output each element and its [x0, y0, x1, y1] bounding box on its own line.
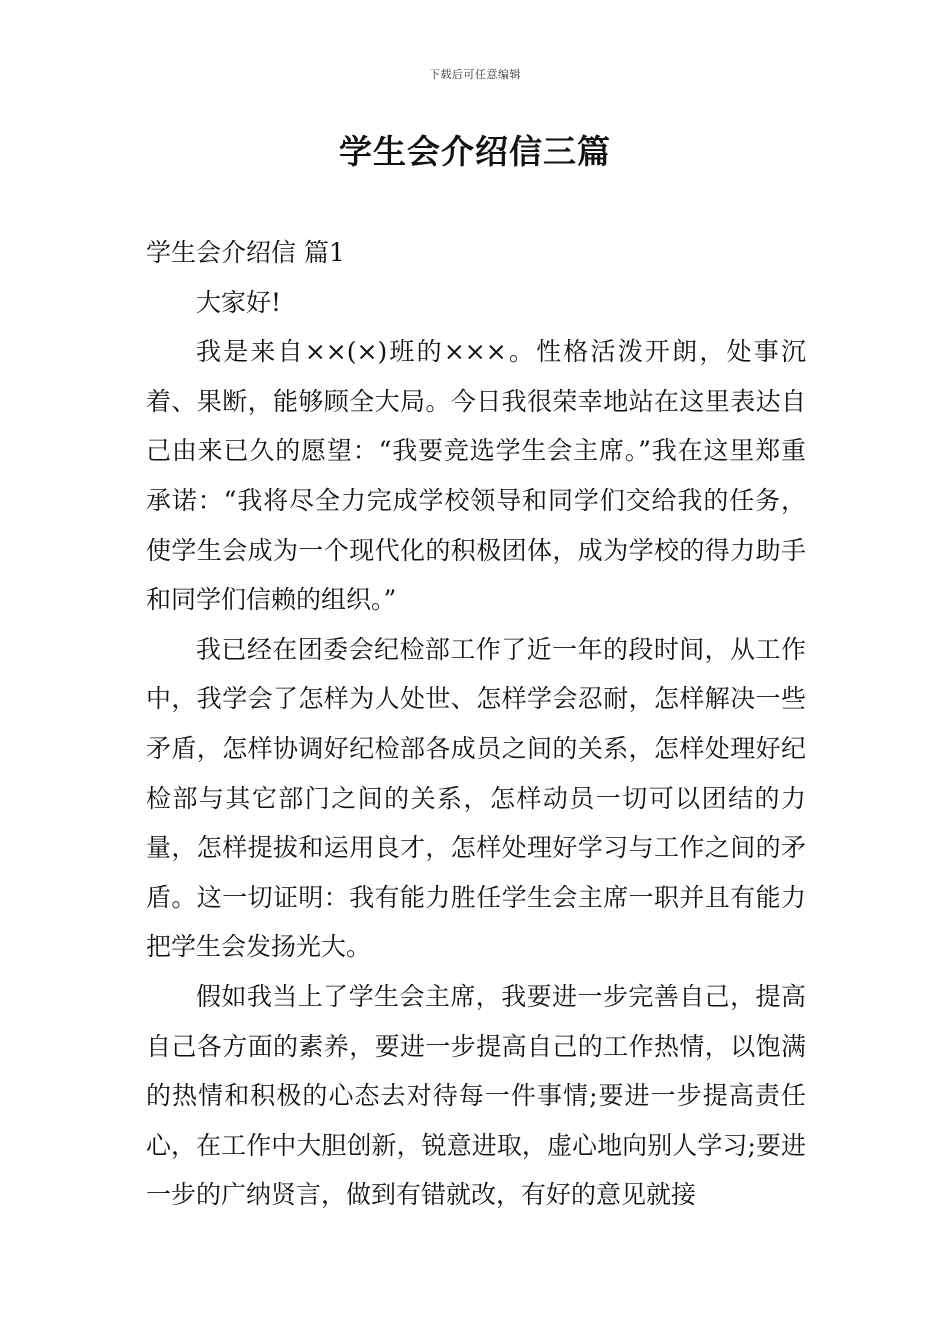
paragraph-1: 我是来自××(×)班的×××。性格活泼开朗，处事沉着、果断，能够顾全大局。今日我很荣幸地站在这里表达自己由来已久的愿望：“我要竞选学生会主席。”我在这里郑重承诺：“我将尽全力完成学校领导和同学们交给我的任务，使学生会成为一个现代化的积极团体，成为学校的得力助手和同学们信赖的组织。” [146, 337, 806, 615]
section-heading: 学生会介绍信 篇1 [146, 238, 345, 267]
paragraph-3: 假如我当上了学生会主席，我要进一步完善自己，提高自己各方面的素养，要进一步提高自己的工作热情，以饱满的热情和积极的心态去对待每一件事情;要进一步提高责任心，在工作中大胆创新，锐意进取，虚心地向别人学习;要进一步的广纳贤言，做到有错就改，有好的意见就接 [146, 981, 806, 1210]
header-note: 下载后可任意编辑 [429, 68, 521, 81]
document-title: 学生会介绍信三篇 [339, 132, 611, 171]
greeting: 大家好! [196, 287, 282, 317]
paragraph-2: 我已经在团委会纪检部工作了近一年的段时间，从工作中，我学会了怎样为人处世、怎样学会忍耐，怎样解决一些矛盾，怎样协调好纪检部各成员之间的关系，怎样处理好纪检部与其它部门之间的关系，怎样动员一切可以团结的力量，怎样提拔和运用良才，怎样处理好学习与工作之间的矛盾。这一切证明：我有能力胜任学生会主席一职并且有能力把学生会发扬光大。 [146, 634, 806, 962]
document-body [146, 228, 806, 1220]
